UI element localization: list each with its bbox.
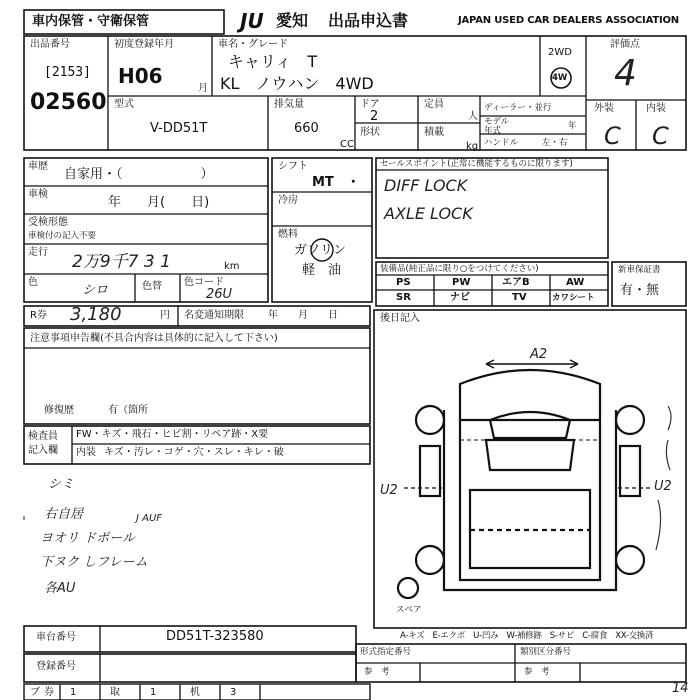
warranty-label: 新車保証書 [618, 265, 661, 275]
equip-navi: ナビ [450, 292, 470, 303]
load-unit: kg [466, 141, 479, 152]
history-label: 車歴 [28, 161, 48, 172]
interior-value: C [652, 122, 669, 150]
remark-2: 右自居 [44, 507, 84, 522]
r-ticket-value: 3,180 [70, 304, 122, 325]
grade-value: 4 [614, 53, 637, 94]
equip-airbag: エアB [502, 277, 530, 288]
interior-label: 内装 [646, 103, 666, 114]
mileage-unit: km [224, 261, 240, 272]
model-year-label: モデル 年式 [484, 117, 510, 136]
diagram-mark-right: U2 [654, 479, 672, 494]
model-label: 車名・グレード [218, 39, 288, 50]
lot-number: 02560 [30, 90, 107, 115]
color-code-label: 色コード [184, 277, 224, 288]
equipment-label: 装備品(純正品に限り○をつけてください) [380, 264, 539, 274]
displacement-value: 660 [294, 121, 319, 136]
equip-pw: PW [452, 277, 471, 288]
reg-form-note: 車検付の記入不要 [28, 231, 97, 241]
r-ticket-unit: 円 [160, 310, 170, 321]
year-unit: 年 [568, 121, 577, 131]
damage-legend: A-キズ E-エクボ U-凹み W-補修跡 S-サビ C-腐食 XX-交換済 [400, 631, 654, 641]
drive-4wd-mark: 4W [552, 73, 568, 83]
capacity-label: 定員 [424, 99, 444, 110]
notes-label: 注意事項申告欄(不具合内容は具体的に記入して下さい) [30, 333, 278, 344]
bottom-cell-7: 3 [230, 687, 237, 698]
model-grade: KL ノウハン 4WD [220, 74, 374, 93]
class-number-label: 類別区分番号 [520, 647, 572, 657]
grade-label: 評価点 [610, 39, 640, 50]
color-label: 色 [28, 277, 38, 288]
fuel-label: 燃料 [278, 229, 298, 240]
remark-4: 下ヌク しフレーム [40, 555, 148, 570]
chassis-value: DD51T-323580 [166, 629, 264, 644]
sales-point-label: セールスポイント(正常に機能するものに限ります) [380, 159, 573, 169]
org-english: JAPAN USED CAR DEALERS ASSOCIATION [458, 15, 679, 26]
org-name: 愛知 [276, 11, 309, 30]
sales-point-line2: AXLE LOCK [384, 204, 473, 223]
reg-form-label: 受検形態 [28, 217, 68, 228]
backend-label: 後日記入 [380, 313, 420, 324]
form-spec-label: 形式指定番号 [360, 647, 412, 657]
exterior-label: 外装 [594, 103, 614, 114]
doors-value: 2 [370, 109, 379, 124]
mileage-label: 走行 [28, 247, 48, 258]
ju-logo: JU [240, 9, 264, 33]
ref-1: 参 考 [364, 667, 390, 677]
chassis-label: 車台番号 [36, 632, 76, 643]
first-reg-label: 初度登録年月 [114, 39, 174, 50]
displacement-unit: CC [340, 139, 354, 150]
exterior-value: C [604, 122, 621, 150]
inspector-int-row: キズ・汚レ・コゲ・穴・スレ・キレ・破 [104, 447, 284, 458]
handle-label: ハンドル [484, 138, 519, 148]
first-reg-unit: 月 [198, 83, 208, 94]
bottom-cell-3: 1 [70, 687, 77, 698]
ref-2: 参 考 [524, 667, 550, 677]
bottom-cell-6: 机 [190, 687, 200, 698]
tax-notice-value: 年 月 日 [268, 310, 338, 321]
inspector-int-label: 内装 [76, 447, 96, 458]
inspection-label: 車検 [28, 189, 48, 200]
remark-5: 各AU [44, 581, 76, 596]
bottom-cell-5: 1 [150, 687, 157, 698]
type-label: 型式 [114, 99, 134, 110]
inspector-fw-row: FW・キズ・飛石・ヒビ割・リペア跡・X要 [76, 429, 269, 440]
model-name: キャリィ T [228, 52, 318, 71]
r-ticket-label: R券 [30, 310, 47, 321]
equip-leather: カワシート [552, 293, 595, 303]
repair-value: 有（箇所 [108, 405, 148, 416]
bottom-cell-1: ブ [30, 687, 40, 698]
aircon-label: 冷房 [278, 195, 298, 206]
doors-label: ドア [360, 99, 380, 110]
tax-notice-label: 名変通知期限 [184, 310, 244, 321]
equip-sr: SR [396, 292, 411, 303]
fuel-diesel: 軽 油 [302, 263, 342, 278]
type-value: V-DD51T [150, 121, 208, 136]
history-value: 自家用・（ ） [64, 167, 214, 182]
equip-ps: PS [396, 277, 411, 288]
displacement-label: 排気量 [274, 99, 304, 110]
first-reg-value: H06 [118, 64, 163, 88]
inspector-label: 検査員 記入欄 [28, 431, 58, 456]
car-diagram [398, 360, 650, 598]
sales-point-line1: DIFF LOCK [384, 176, 468, 195]
shift-label: シフト [278, 161, 308, 172]
lot-label: 出品番号 [30, 39, 70, 50]
equip-tv: TV [512, 292, 527, 303]
dealer-label: ディーラー・並行 [484, 103, 552, 113]
shape-label: 形状 [360, 127, 380, 138]
handle-value: 左・右 [542, 138, 568, 148]
color-change-label: 色替 [142, 281, 162, 292]
drive-label: 2WD [548, 47, 572, 58]
registration-label: 登録番号 [36, 661, 76, 672]
load-label: 積載 [424, 127, 444, 138]
color-code-value: 26U [206, 287, 233, 302]
capacity-unit: 人 [468, 111, 478, 122]
lot-sub-number: [2153] [44, 65, 91, 80]
inspection-value: 年 月( 日) [108, 195, 210, 210]
storage-title: 車内保管・守衛保管 [32, 14, 150, 29]
repair-label: 修復歴 [44, 405, 74, 416]
corner-mark: 14 [672, 681, 689, 696]
remark-side: J AUF [136, 513, 163, 524]
warranty-value: 有・無 [620, 283, 660, 298]
remark-1: シミ [48, 477, 75, 492]
diagram-mark-left: U2 [380, 483, 398, 498]
form-title: 出品申込書 [328, 11, 409, 30]
remark-3: ヨオリ ドポール [40, 531, 135, 546]
bottom-cell-2: 券 [44, 687, 54, 698]
shift-value: MT ・ [312, 175, 360, 190]
diagram-mark-top: A2 [530, 347, 548, 362]
equip-aw: AW [566, 277, 585, 288]
mileage-value: 2万9千7 3 1 [72, 252, 171, 272]
bottom-cell-4: 取 [110, 687, 120, 698]
fuel-gasoline: ガソリン [294, 243, 347, 258]
diagram-spare: スペア [396, 605, 422, 615]
color-value: シロ [82, 283, 109, 298]
